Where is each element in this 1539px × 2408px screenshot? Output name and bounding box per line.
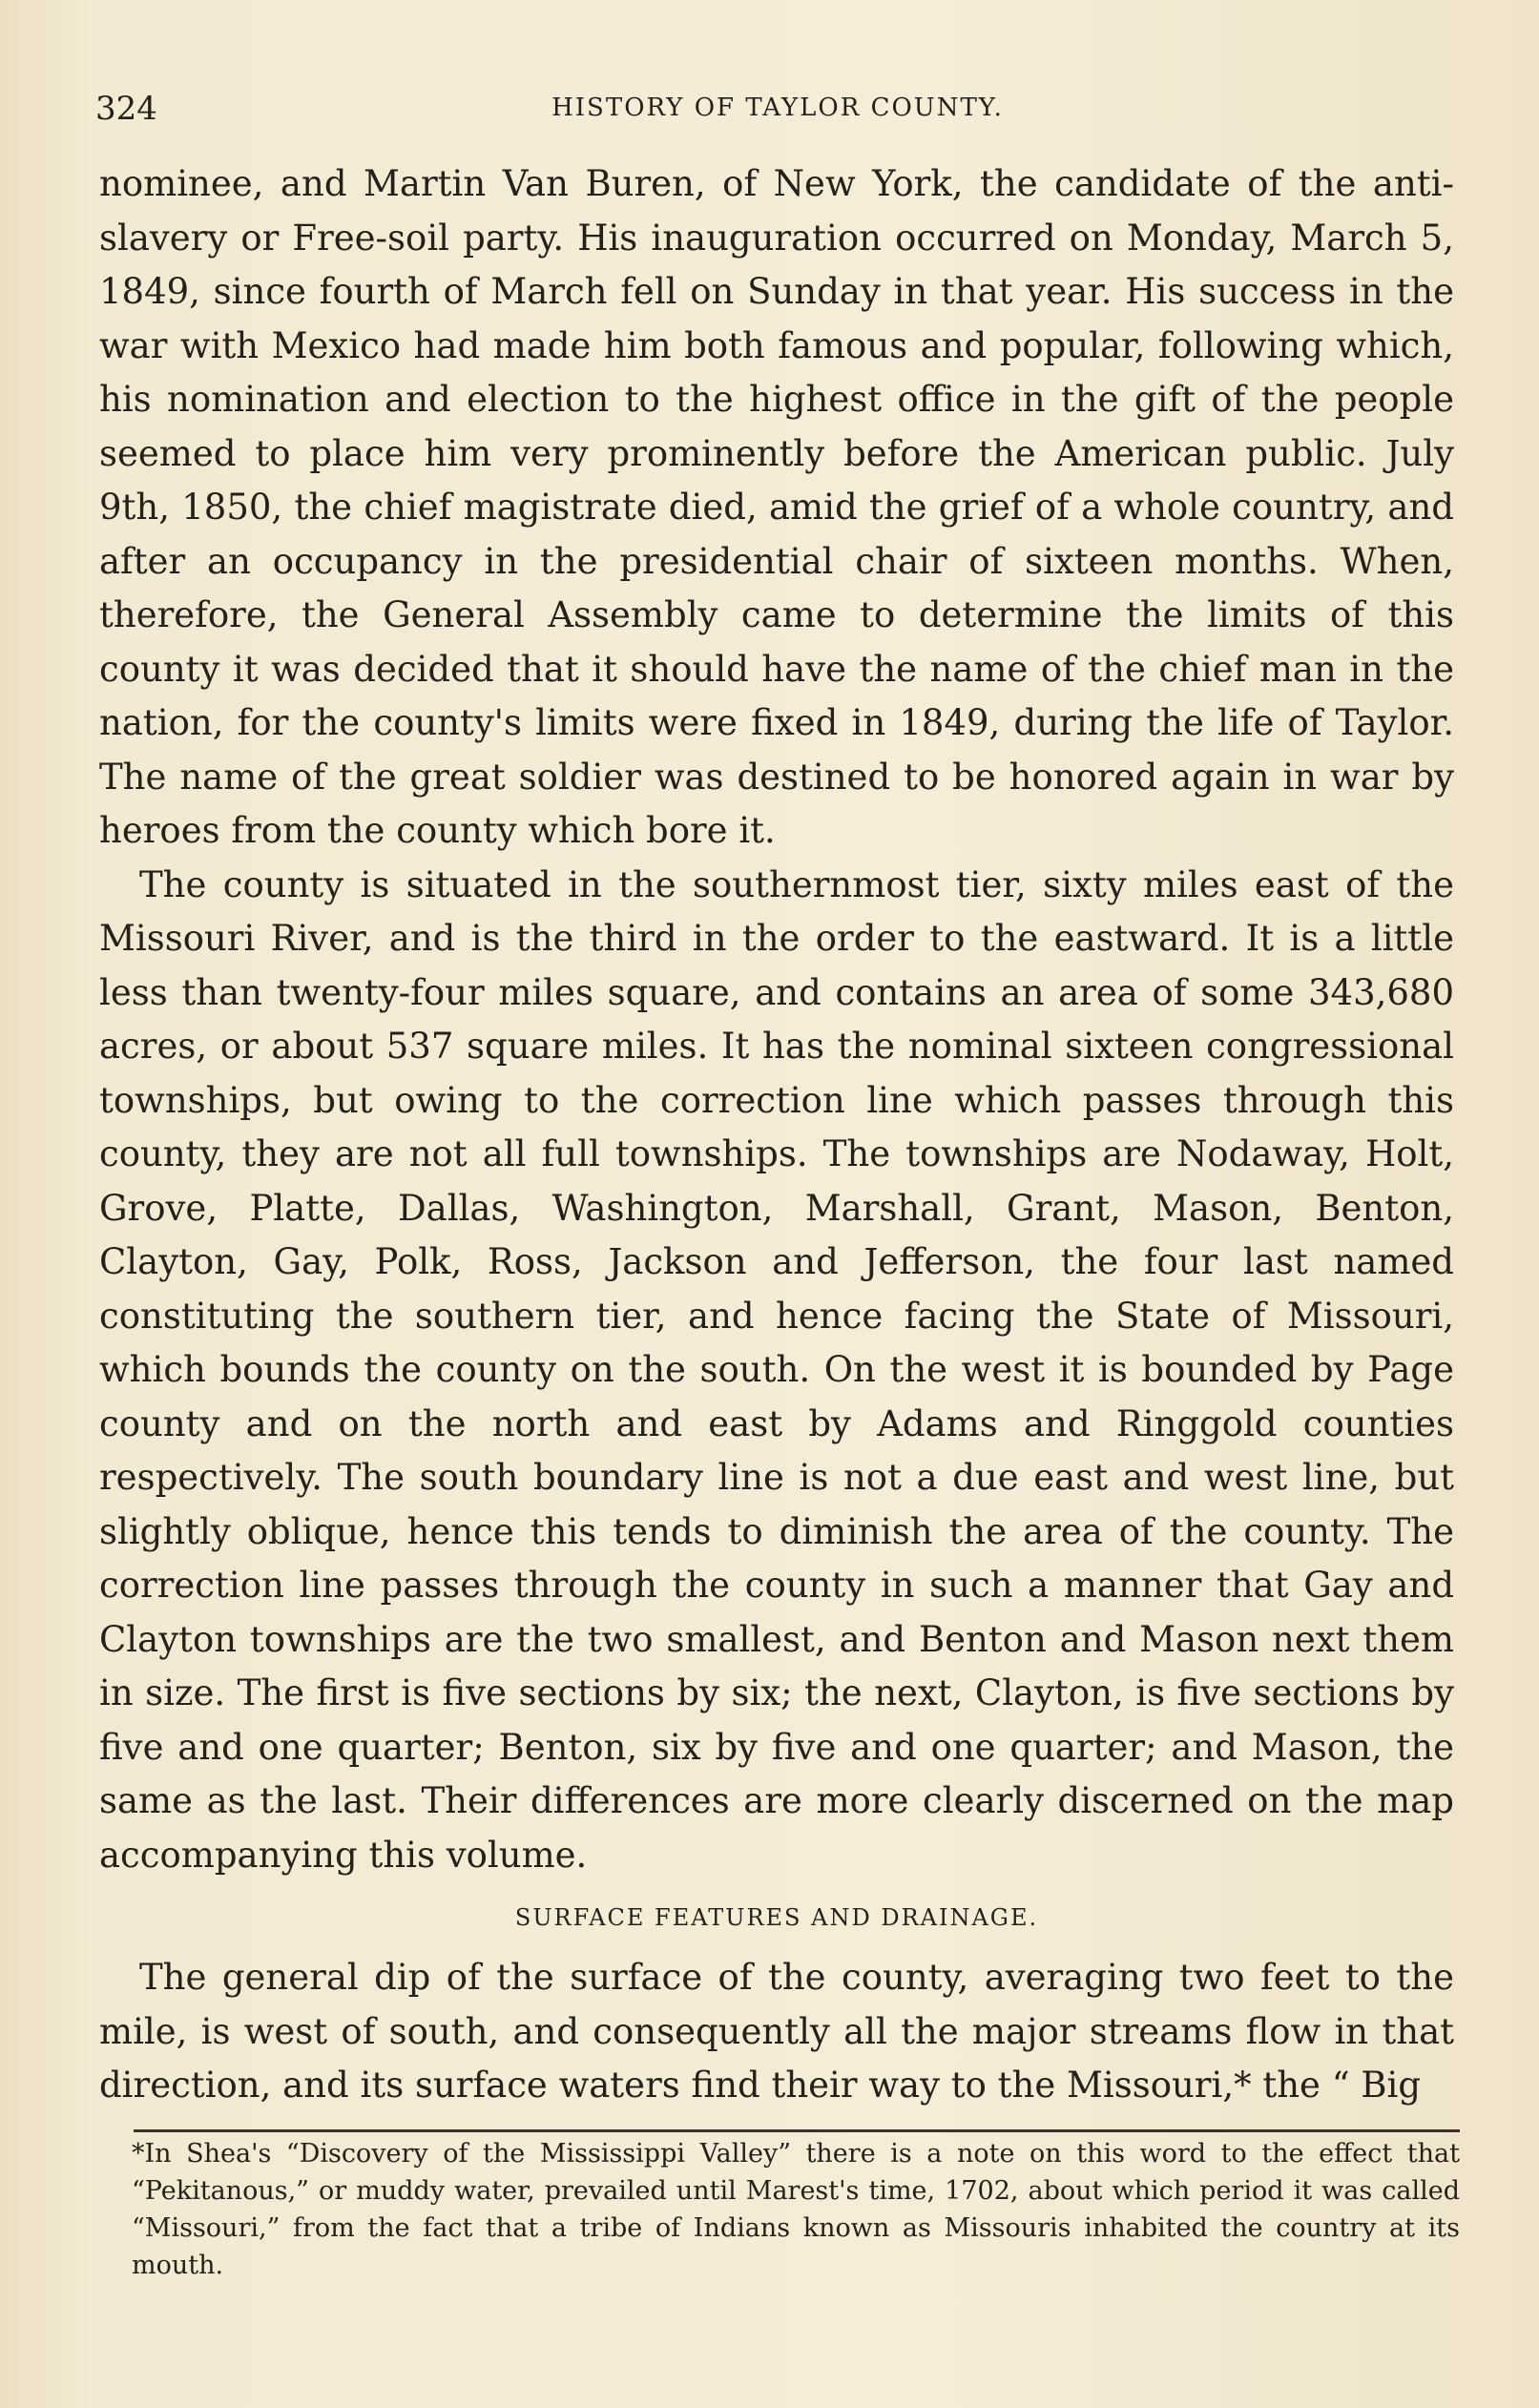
paragraph-county-situation: The county is situated in the southernmost tier, sixty miles east of the Missouri River, and is the third in the order to the eastward. It is a little less than twenty-four miles square, and contains an area of some 343,680 acres, or about 537 square miles. It has the nominal sixteen congressional townships, but owing to the correction line which passes through this county, they are not all full townships. The townships are Nodaway, Holt, Grove, Platte, Dallas, Washington, Marshall, Grant, Mason, Benton, Clayton, Gay, Polk, Ross, Jackson and Jefferson, the four last named constituting the southern tier, and hence facing the State of Missouri, which bounds the county on the south. On the west it is bounded by Page county and on the north and east by Adams and Ringgold counties respectively. The south boundary line is not a due east and west line, but slightly oblique, hence this tends to diminish the area of the county. The correction line passes through the county in such a manner that Gay and Clayton townships are the two smallest, and Benton and Mason next them in size. The first is five sections by six; the next, Clayton, is five sections by five and one quarter; Benton, six by five and one quarter; and Mason, the same as the last. Their differences are more clearly discerned on the map accompanying this volume.	[99, 863, 1454, 1876]
footnote: *In Shea's “Discovery of the Mississippi Valley” there is a note on this word to the effect that “Pekitanous,” or muddy water, prevailed until Marest's time, 1702, about which period it was called “Missouri,” from the fact that a tribe of Indians known as Missouris inhabited the country at its mouth.	[132, 2139, 1460, 2280]
paragraph-surface-features: The general dip of the surface of the county, averaging two feet to the mile, is west of south, and consequently all the major streams flow in that direction, and its surface waters find their way to the Missouri,* the “ Big	[99, 1957, 1454, 2106]
footnote-divider	[134, 2129, 1460, 2132]
section-heading: SURFACE FEATURES AND DRAINAGE.	[514, 1904, 1039, 1931]
paragraph-continuation: nominee, and Martin Van Buren, of New York, the candidate of the anti-slavery or Free-soil party. His inauguration occurred on Monday, March 5, 1849, since fourth of March fell on Sunday in that year. His success in the war with Mexico had made him both famous and popular, following which, his nomination and election to the highest office in the gift of the people seemed to place him very prominently before the American public. July 9th, 1850, the chief magistrate died, amid the grief of a whole country, and after an occupancy in the presidential chair of sixteen months. When, therefore, the General Assembly came to determine the limits of this county it was decided that it should have the name of the chief man in the nation, for the county's limits were fixed in 1849, during the life of Taylor. The name of the great soldier was destined to be honored again in war by heroes from the county which bore it.	[99, 163, 1454, 851]
page-body	[99, 157, 1454, 2113]
running-head: HISTORY OF TAYLOR COUNTY.	[551, 93, 1004, 122]
page-header	[95, 80, 1460, 137]
page-number: 324	[95, 90, 157, 128]
